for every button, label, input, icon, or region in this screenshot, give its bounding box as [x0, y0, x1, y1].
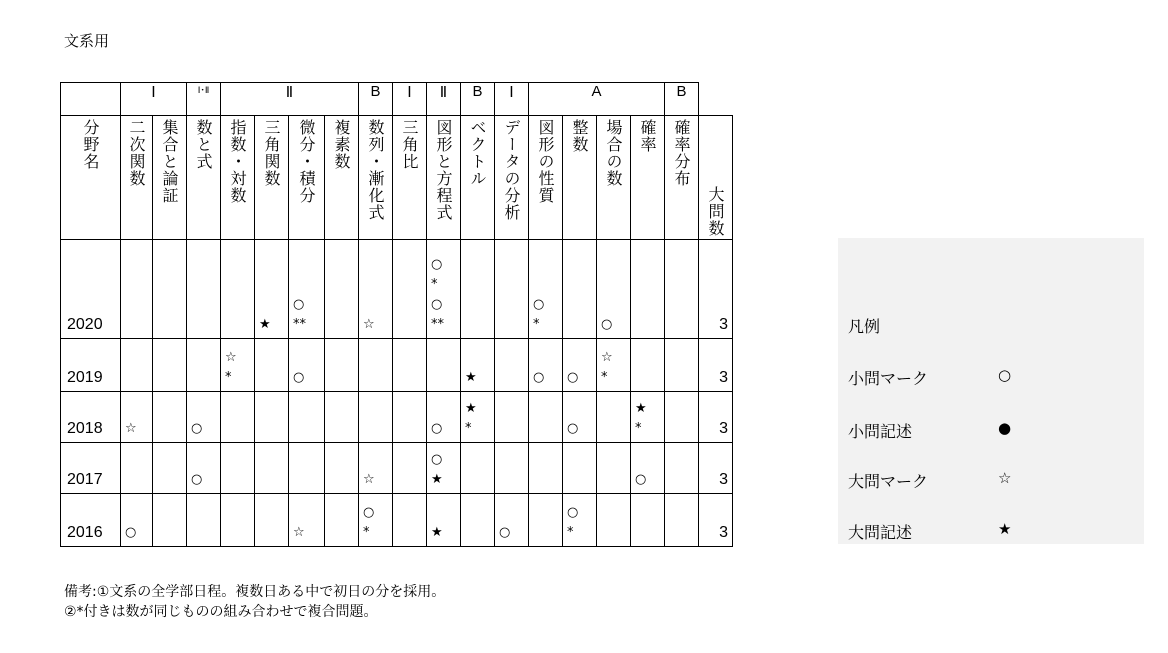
legend-label: 大問記述 [848, 523, 913, 542]
mark-symbol: ○ [431, 421, 443, 436]
table-cell [461, 339, 495, 392]
table-cell [427, 339, 461, 392]
table-cell [187, 494, 221, 547]
legend-label: 小問記述 [848, 422, 913, 441]
table-cell [153, 339, 187, 392]
field-header: 集合と論証 [153, 116, 187, 240]
total-cell [699, 443, 733, 494]
table-cell [665, 443, 699, 494]
table-cell [495, 443, 529, 494]
mark-symbol: ★ * [635, 401, 647, 436]
legend-label: 小問マーク [848, 369, 929, 388]
star-outline-icon: ☆ [998, 469, 1012, 487]
table-cell [359, 494, 393, 547]
year-cell [61, 392, 121, 443]
table-cell [563, 392, 597, 443]
field-header: 複素数 [325, 116, 359, 240]
table-cell [289, 240, 325, 339]
field-header: 三角比 [393, 116, 427, 240]
group-cell-1b: Ⅰ [393, 83, 427, 116]
table-row [61, 443, 733, 494]
group-cell-2b: Ⅱ [427, 83, 461, 116]
row-header-cell [61, 116, 121, 240]
circle-icon: ○ [998, 366, 1012, 384]
remarks [64, 582, 445, 622]
mark-symbol: ○ [533, 370, 545, 385]
table-cell [631, 392, 665, 443]
year-cell [61, 339, 121, 392]
mark-symbol: ○ [499, 525, 511, 540]
mark-symbol: ☆ * [601, 350, 613, 385]
field-header: ベクトル [461, 116, 495, 240]
group-cell-blank [61, 83, 121, 116]
table-cell [153, 494, 187, 547]
field-header: 数列・漸化式 [359, 116, 393, 240]
legend-heading: 凡例 [848, 317, 881, 336]
table-cell [529, 443, 563, 494]
table-cell [289, 392, 325, 443]
year-cell [61, 494, 121, 547]
star-filled-icon: ★ [998, 520, 1012, 538]
table-cell [289, 494, 325, 547]
table-cell [495, 240, 529, 339]
table-cell [495, 339, 529, 392]
group-cell-2: Ⅱ [221, 83, 359, 116]
table-row [61, 339, 733, 392]
table-cell [529, 339, 563, 392]
year-cell [61, 240, 121, 339]
table-cell [187, 240, 221, 339]
table-cell [187, 392, 221, 443]
table-cell [121, 240, 153, 339]
mark-symbol: ○ [567, 421, 579, 436]
table-cell [153, 240, 187, 339]
table-cell [529, 494, 563, 547]
table-cell [427, 443, 461, 494]
table-cell [359, 240, 393, 339]
table-cell [665, 339, 699, 392]
mark-symbol: ☆ * [225, 350, 237, 385]
group-cell-a: A [529, 83, 665, 116]
group-header-row [61, 83, 733, 116]
table-cell [393, 494, 427, 547]
remark-line: ②*付きは数が同じものの組み合わせで複合問題。 [64, 604, 378, 620]
table-cell [461, 494, 495, 547]
table-cell [325, 339, 359, 392]
field-header: データの分析 [495, 116, 529, 240]
mark-symbol: ○ ** [293, 297, 306, 332]
table-cell [597, 240, 631, 339]
table-cell [221, 494, 255, 547]
table-cell [631, 240, 665, 339]
table-cell [255, 443, 289, 494]
mark-symbol: ★ [465, 370, 477, 385]
mark-symbol: ○ [635, 472, 647, 487]
group-cell-b: B [359, 83, 393, 116]
table-cell [461, 392, 495, 443]
year-label: 2020 [67, 316, 103, 333]
field-header: 三角関数 [255, 116, 289, 240]
table-cell [359, 443, 393, 494]
mark-symbol: ☆ [363, 472, 375, 487]
table-cell [665, 494, 699, 547]
mark-symbol: ★ [259, 317, 271, 332]
table-cell [255, 339, 289, 392]
page-title: 文系用 [64, 32, 110, 50]
table-row [61, 494, 733, 547]
mark-symbol: ○ * [567, 505, 579, 540]
mark-symbol: ○ * [533, 297, 545, 332]
data-rows [61, 240, 733, 547]
table-cell [121, 494, 153, 547]
table-cell [393, 392, 427, 443]
mark-symbol: ○ [567, 370, 579, 385]
mark-symbol: ○ [191, 472, 203, 487]
table-cell [221, 240, 255, 339]
table-cell [325, 240, 359, 339]
mark-symbol: ○ [191, 421, 203, 436]
table-cell [325, 443, 359, 494]
mark-symbol: ○ * [363, 505, 375, 540]
total-cell [699, 494, 733, 547]
mark-symbol: ○ [601, 317, 613, 332]
table-cell [563, 240, 597, 339]
table-cell [597, 339, 631, 392]
group-cell-1-2: Ⅰ･Ⅱ [187, 83, 221, 116]
table-cell [427, 392, 461, 443]
total-header: 大問数 [699, 116, 733, 240]
field-header: 図形の性質 [529, 116, 563, 240]
table-cell [631, 494, 665, 547]
table-cell [289, 339, 325, 392]
table-cell [665, 392, 699, 443]
table-cell [359, 392, 393, 443]
table-cell [325, 392, 359, 443]
table-cell [597, 494, 631, 547]
table-cell [221, 339, 255, 392]
field-header: 整数 [563, 116, 597, 240]
mark-symbol: ○ * ○ ** [431, 257, 444, 332]
table-cell [289, 443, 325, 494]
table-cell [393, 240, 427, 339]
total-cell [699, 392, 733, 443]
total-value: 3 [719, 471, 728, 488]
table-cell [529, 240, 563, 339]
mark-symbol: ○ [125, 525, 137, 540]
table-cell [563, 339, 597, 392]
total-value: 3 [719, 369, 728, 386]
field-header: 図形と方程式 [427, 116, 461, 240]
table-cell [427, 494, 461, 547]
exam-topic-table [60, 82, 733, 547]
table-cell [255, 392, 289, 443]
table-cell [255, 494, 289, 547]
group-cell-b3: B [665, 83, 699, 116]
group-cell-1c: Ⅰ [495, 83, 529, 116]
table-cell [495, 392, 529, 443]
group-cell-b2: B [461, 83, 495, 116]
year-label: 2016 [67, 524, 103, 541]
total-value: 3 [719, 316, 728, 333]
table-cell [631, 443, 665, 494]
table-cell [153, 443, 187, 494]
table-cell [221, 392, 255, 443]
legend-box [838, 238, 1144, 544]
table-cell [665, 240, 699, 339]
table-cell [187, 339, 221, 392]
table-cell [461, 240, 495, 339]
field-header: 微分・積分 [289, 116, 325, 240]
table-cell [187, 443, 221, 494]
field-header-row [61, 116, 733, 240]
table-cell [495, 494, 529, 547]
table-row [61, 240, 733, 339]
table-cell [121, 339, 153, 392]
total-cell [699, 339, 733, 392]
table-cell [427, 240, 461, 339]
field-header: 確率分布 [665, 116, 699, 240]
row-header-label: 分野名 [81, 119, 100, 170]
table-cell [121, 443, 153, 494]
table-cell [221, 443, 255, 494]
table-cell [325, 494, 359, 547]
legend-label: 大問マーク [848, 472, 929, 491]
table-cell [631, 339, 665, 392]
mark-symbol: ☆ [293, 525, 305, 540]
total-value: 3 [719, 420, 728, 437]
table-cell [563, 494, 597, 547]
filled-circle-icon: ● [998, 419, 1012, 437]
table-cell [121, 392, 153, 443]
table-cell [597, 443, 631, 494]
mark-symbol: ☆ [363, 317, 375, 332]
remark-line: 備考:①文系の全学部日程。複数日ある中で初日の分を採用。 [64, 584, 446, 600]
field-header: 二次関数 [121, 116, 153, 240]
table-cell [359, 339, 393, 392]
table-cell [597, 392, 631, 443]
mark-symbol: ★ [431, 525, 443, 540]
group-cell-1: Ⅰ [121, 83, 187, 116]
field-header: 場合の数 [597, 116, 631, 240]
field-header: 確率 [631, 116, 665, 240]
mark-symbol: ☆ [125, 421, 137, 436]
group-cell-empty [699, 83, 733, 116]
year-cell [61, 443, 121, 494]
table-cell [153, 392, 187, 443]
table-row [61, 392, 733, 443]
total-cell [699, 240, 733, 339]
mark-symbol: ★ * [465, 401, 477, 436]
mark-symbol: ○ ★ [431, 452, 443, 487]
table-cell [393, 443, 427, 494]
mark-symbol: ○ [293, 370, 305, 385]
table-cell [393, 339, 427, 392]
year-label: 2017 [67, 471, 103, 488]
total-value: 3 [719, 524, 728, 541]
table-cell [563, 443, 597, 494]
year-label: 2019 [67, 369, 103, 386]
table-cell [255, 240, 289, 339]
table-cell [461, 443, 495, 494]
year-label: 2018 [67, 420, 103, 437]
field-header: 指数・対数 [221, 116, 255, 240]
table-cell [529, 392, 563, 443]
field-header: 数と式 [187, 116, 221, 240]
